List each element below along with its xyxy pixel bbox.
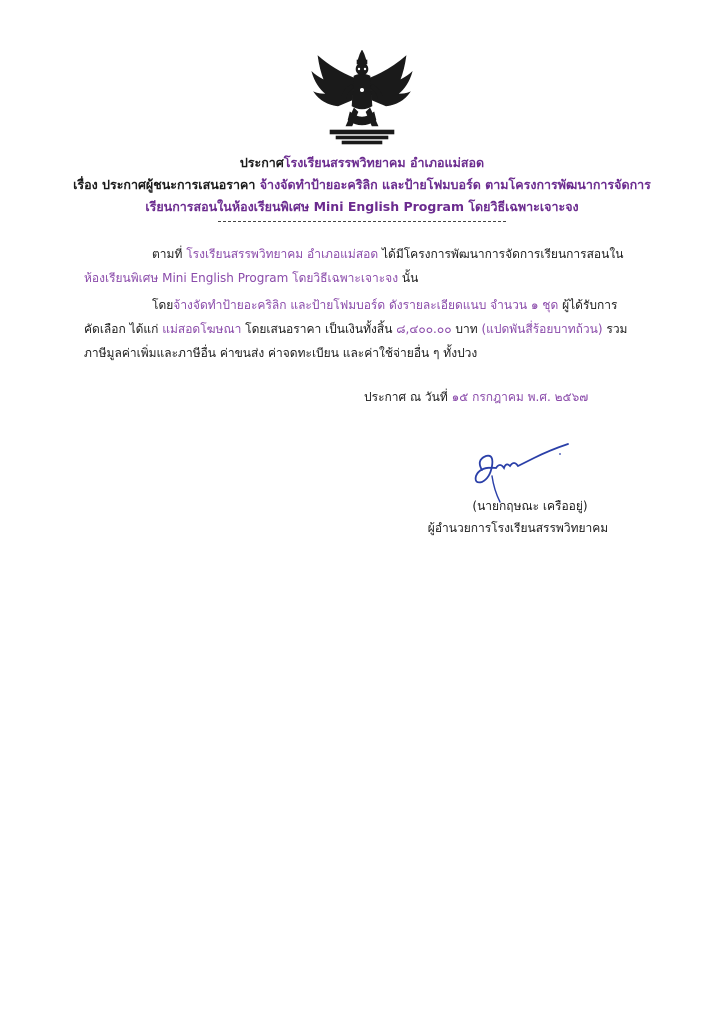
paragraph-2-line-2	[84, 320, 627, 338]
p1-c: ได้มีโครงการพัฒนาการจัดการเรียนการสอนใน	[381, 247, 624, 261]
subject-text-1: จ้างจัดทำป้ายอะคริลิก และป้ายโฟมบอร์ด ตามโครงการพัฒนาการจัดการ	[259, 177, 651, 192]
paragraph-1-line-1	[152, 245, 623, 263]
p2-d: คัดเลือก ได้แก่	[84, 322, 159, 336]
announce-prefix: ประกาศ ณ วันที่	[364, 390, 448, 404]
paragraph-2-line-3	[84, 344, 477, 362]
signatory-position: ผู้อำนวยการโรงเรียนสรรพวิทยาคม	[427, 521, 609, 535]
paragraph-1-line-2	[84, 269, 418, 287]
subject-text-2: เรียนการสอนในห้องเรียนพิเศษ Mini English Program โดยวิธีเฉพาะเจาะจง	[145, 199, 579, 214]
p1-a: ตามที่	[152, 247, 183, 261]
title-school: โรงเรียนสรรพวิทยาคม อำเภอแม่สอด	[283, 155, 485, 170]
p2-amount: ๘,๔๐๐.๐๐	[396, 322, 452, 336]
p1-e: นั้น	[401, 271, 419, 285]
signatory-name: (นายกฤษณะ เครืออยู่)	[472, 499, 588, 513]
p2-amount-words: (แปดพันสี่ร้อยบาทถ้วน)	[481, 322, 603, 336]
title-prefix: ประกาศ	[239, 155, 284, 170]
subject-label: เรื่อง ประกาศผู้ชนะการเสนอราคา	[73, 177, 256, 192]
p2-c: ผู้ได้รับการ	[562, 298, 618, 312]
p1-project: ห้องเรียนพิเศษ Mini English Program โดยวิธีเฉพาะเจาะจง	[84, 271, 399, 285]
announcement-date	[364, 388, 588, 406]
p2-winner: แม่สอดโฆษณา	[162, 322, 242, 336]
announce-date: ๑๕ กรกฎาคม พ.ศ. ๒๕๖๗	[451, 390, 589, 404]
p2-f: โดยเสนอราคา เป็นเงินทั้งสิ้น	[245, 322, 393, 336]
document-title	[40, 153, 684, 173]
p2-item: จ้างจัดทำป้ายอะคริลิก และป้ายโฟมบอร์ด ดังรายละเอียดแนบ จำนวน ๑ ชุด	[173, 298, 559, 312]
p1-school: โรงเรียนสรรพวิทยาคม อำเภอแม่สอด	[186, 247, 379, 261]
p2-h: บาท	[455, 322, 478, 336]
handwritten-signature	[470, 436, 574, 506]
subject-line-2	[40, 197, 684, 217]
paragraph-2-line-1	[152, 296, 617, 314]
subject-line	[40, 175, 684, 195]
p2-a: โดย	[152, 298, 174, 312]
garuda-emblem-icon	[310, 50, 414, 148]
p2-j: รวม	[606, 322, 628, 336]
p2-k: ภาษีมูลค่าเพิ่มและภาษีอื่น ค่าขนส่ง ค่าจดทะเบียน และค่าใช้จ่ายอื่น ๆ ทั้งปวง	[84, 346, 478, 360]
section-divider	[218, 221, 506, 222]
